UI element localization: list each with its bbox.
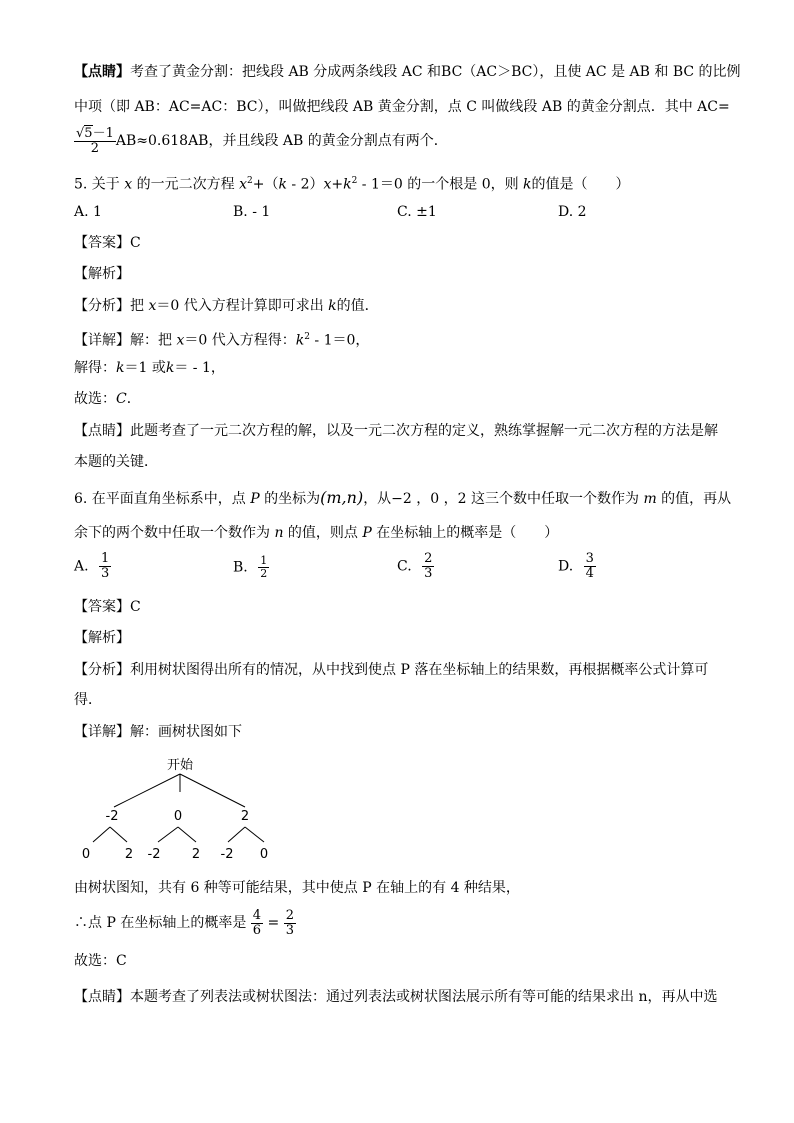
golden-note-line-1: 【点睛】考查了黄金分割：把线段 AB 分成两条线段 AC 和BC（AC＞BC），且使 AC 是 AB 和 BC 的比例 bbox=[74, 64, 741, 80]
tree-level2-node: 2 bbox=[191, 847, 201, 862]
q5-answer: 【答案】C bbox=[74, 235, 141, 251]
tree-level2-node: -2 bbox=[147, 847, 161, 862]
q5-analysis-heading: 【解析】 bbox=[74, 266, 130, 282]
q6-fenxi-line-1: 【分析】利用树状图得出所有的情况，从中找到使点 P 落在坐标轴上的结果数，再根据概率公式计算可 bbox=[74, 662, 709, 678]
question-6-stem-line-1: 6. 在平面直角坐标系中，点 P 的坐标为(m,n)，从−2 ，0 ，2 这三个数中任取一个数作为 m 的值，再从 bbox=[74, 488, 732, 507]
q6-choice: 故选：C bbox=[74, 953, 127, 969]
tree-level2-node: -2 bbox=[220, 847, 234, 862]
q5-dianjing-line-1: 【点睛】此题考查了一元二次方程的解，以及一元二次方程的定义，熟练掌握解一元二次方程的方法是解 bbox=[74, 423, 718, 439]
q5-option-d: D. 2 bbox=[558, 204, 587, 220]
tree-level1-node: -2 bbox=[105, 809, 119, 824]
tree-root-label: 开始 bbox=[166, 758, 194, 773]
q5-option-b: B. - 1 bbox=[233, 204, 271, 220]
q5-solution: 解得：k＝1 或k＝ - 1， bbox=[74, 360, 225, 376]
q6-fenxi-line-2: 得． bbox=[74, 692, 102, 708]
q6-xiangjie: 【详解】解：画树状图如下 bbox=[74, 724, 242, 740]
q6-probability-line: ∴点 P 在坐标轴上的概率是 $\frac{4}{6}$ = $\frac{2}{3}$ bbox=[74, 907, 294, 938]
tree-level2-node: 2 bbox=[124, 847, 134, 862]
q6-option-a: A. $\frac{1}{3}$ bbox=[74, 551, 110, 581]
tree-level2-node: 0 bbox=[259, 847, 269, 862]
q5-option-c: C. ±1 bbox=[397, 204, 437, 220]
tree-level1-node: 0 bbox=[173, 809, 183, 824]
q6-answer: 【答案】C bbox=[74, 599, 141, 615]
question-5-stem: 5. 关于 x 的一元二次方程 $x^2+(k - 2)x+k^2 - 1=0$ 的一个根是 0，则 k的值是（ ） bbox=[74, 176, 630, 193]
question-6-stem-line-2: 余下的两个数中任取一个数作为 n 的值，则点 P 在坐标轴上的概率是（ ） bbox=[74, 525, 559, 541]
golden-note-line-3: $\frac{√5-1}{2}$ AB≈0.618AB，并且线段 AB 的黄金分割点有两个． bbox=[76, 125, 448, 156]
golden-ratio-fraction: $\frac{√5-1}{2}$ bbox=[76, 125, 114, 156]
q5-choice: 故选：C． bbox=[74, 391, 141, 407]
probability-tree-diagram bbox=[74, 752, 294, 862]
q5-fenxi: 【分析】把 x＝0 代入方程计算即可求出 k的值． bbox=[74, 298, 379, 314]
q5-xiangjie: 【详解】解：把 x＝0 代入方程得：$k^2 - 1=0$， bbox=[74, 332, 370, 349]
q6-option-d: D. $\frac{3}{4}$ bbox=[558, 551, 594, 581]
tree-level2-node: 0 bbox=[81, 847, 91, 862]
tree-branches bbox=[93, 774, 264, 842]
golden-note-line-2: 中项（即 AB：AC=AC：BC），叫做把线段 AB 黄金分割，点 C 叫做线段 AB 的黄金分割点．其中 AC= bbox=[74, 99, 730, 115]
q6-dianjing: 【点睛】本题考查了列表法或树状图法：通过列表法或树状图法展示所有等可能的结果求出 n，再从中选 bbox=[74, 989, 718, 1005]
q6-analysis-heading: 【解析】 bbox=[74, 630, 130, 646]
q6-result-line: 由树状图知，共有 6 种等可能结果，其中使点 P 在轴上的有 4 种结果， bbox=[74, 880, 520, 896]
q5-dianjing-line-2: 本题的关键． bbox=[74, 454, 158, 470]
q6-option-b: B. $\frac{1}{2}$ bbox=[233, 554, 268, 580]
tree-level1-node: 2 bbox=[240, 809, 250, 824]
q6-option-c: C. $\frac{2}{3}$ bbox=[397, 551, 433, 581]
q5-option-a: A. 1 bbox=[74, 204, 102, 220]
